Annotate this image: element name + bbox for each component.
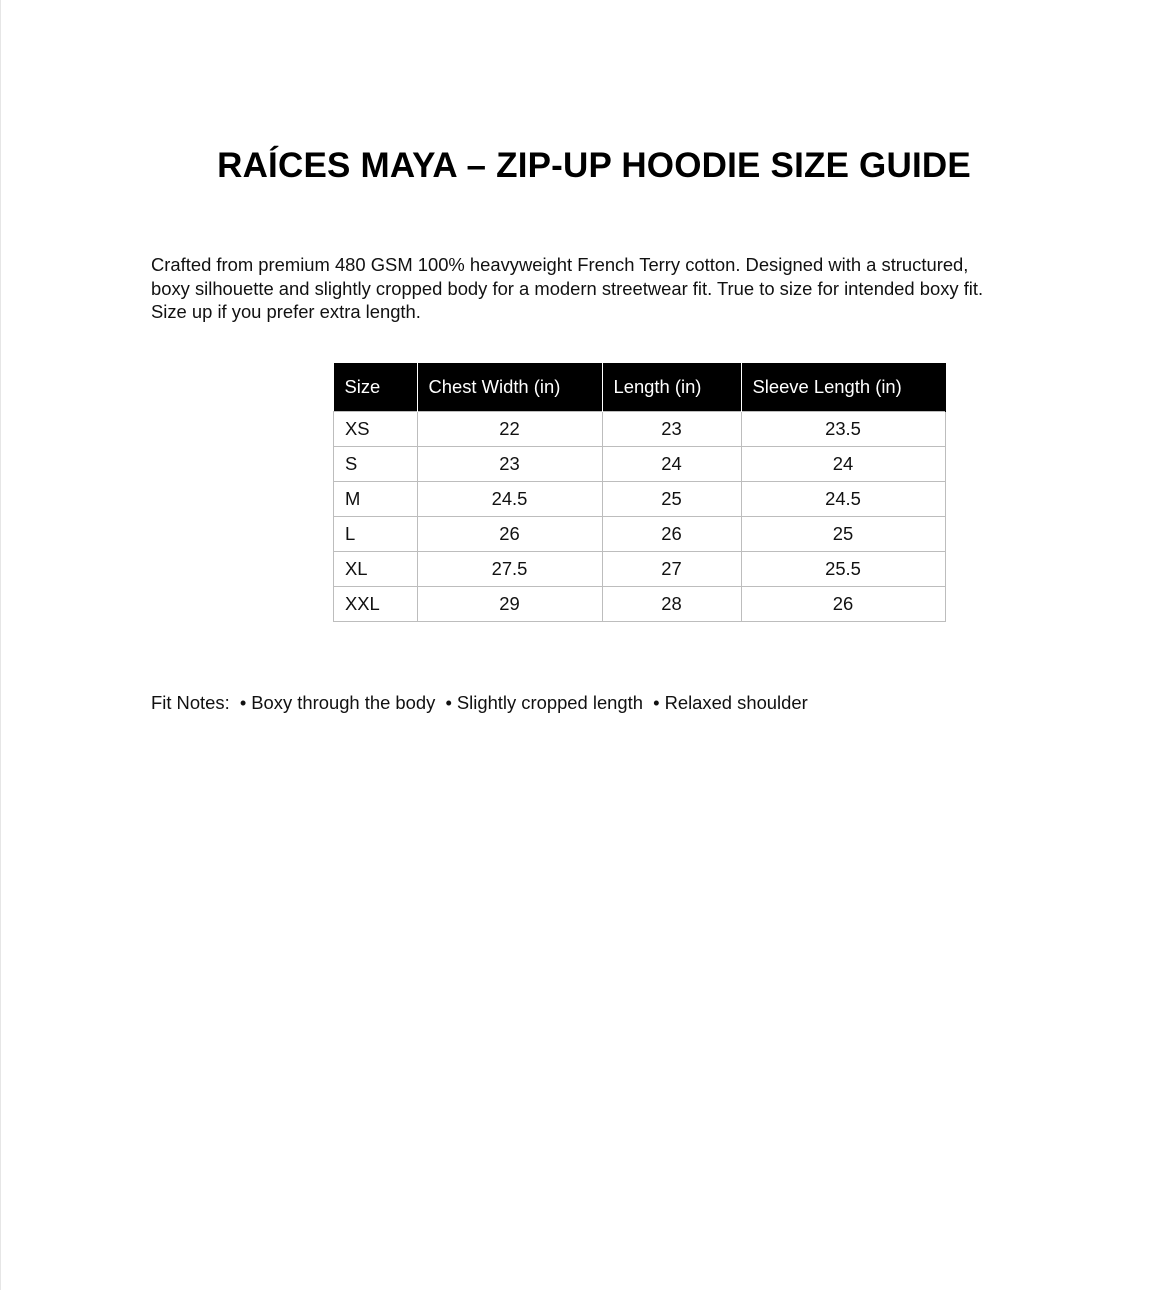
table-header-row [334, 363, 946, 412]
bullet-separator: • [445, 692, 452, 713]
table-row [334, 517, 946, 552]
intro-line: Crafted from premium 480 GSM 100% heavyweight French Terry cotton. Designed with a structured, [151, 254, 969, 275]
sleeve-length-cell: 24.5 [741, 482, 945, 517]
size-cell: S [334, 447, 418, 482]
fit-note-item: Relaxed shoulder [664, 692, 808, 713]
column-header-size: Size [334, 363, 418, 412]
intro-line: boxy silhouette and slightly cropped body for a modern streetwear fit. True to size for intended boxy fit. [151, 277, 984, 299]
fit-note-item: Slightly cropped length [456, 692, 643, 713]
sleeve-length-cell: 25 [741, 517, 945, 552]
column-header-length: Length (in) [602, 363, 741, 412]
sleeve-length-cell: 25.5 [741, 552, 945, 587]
chest-width-cell: 26 [417, 517, 602, 552]
intro-line: Size up if you prefer extra length. [151, 301, 421, 322]
length-cell: 23 [602, 412, 741, 447]
table-row [334, 587, 946, 622]
table-row [334, 482, 946, 517]
bullet-separator: • [239, 692, 247, 713]
chest-width-cell: 27.5 [417, 552, 602, 587]
size-cell: M [334, 482, 418, 517]
sleeve-length-cell: 26 [741, 587, 945, 622]
fit-notes-label: Fit Notes: [151, 692, 230, 713]
chest-width-cell: 29 [417, 587, 602, 622]
size-cell: XL [334, 552, 418, 587]
table-row [334, 447, 946, 482]
length-cell: 24 [602, 447, 741, 482]
length-cell: 28 [602, 587, 741, 622]
table-row [334, 412, 946, 447]
sleeve-length-cell: 24 [741, 447, 945, 482]
bullet-separator: • [653, 692, 660, 713]
sleeve-length-cell: 23.5 [741, 412, 945, 447]
chest-width-cell: 23 [417, 447, 602, 482]
chest-width-cell: 24.5 [417, 482, 602, 517]
intro-paragraph [151, 253, 1051, 324]
table-row [334, 552, 946, 587]
page-title: RAÍCES MAYA – ZIP-UP HOODIE SIZE GUIDE [217, 146, 971, 185]
length-cell: 25 [602, 482, 741, 517]
size-cell: L [334, 517, 418, 552]
fit-note-item: Boxy through the body [251, 692, 436, 713]
length-cell: 26 [602, 517, 741, 552]
chest-width-cell: 22 [417, 412, 602, 447]
length-cell: 27 [602, 552, 741, 587]
fit-notes [151, 692, 808, 714]
size-table [333, 363, 946, 622]
column-header-sleeve-length: Sleeve Length (in) [741, 363, 945, 412]
size-cell: XXL [334, 587, 418, 622]
column-header-chest-width: Chest Width (in) [417, 363, 602, 412]
size-cell: XS [334, 412, 418, 447]
